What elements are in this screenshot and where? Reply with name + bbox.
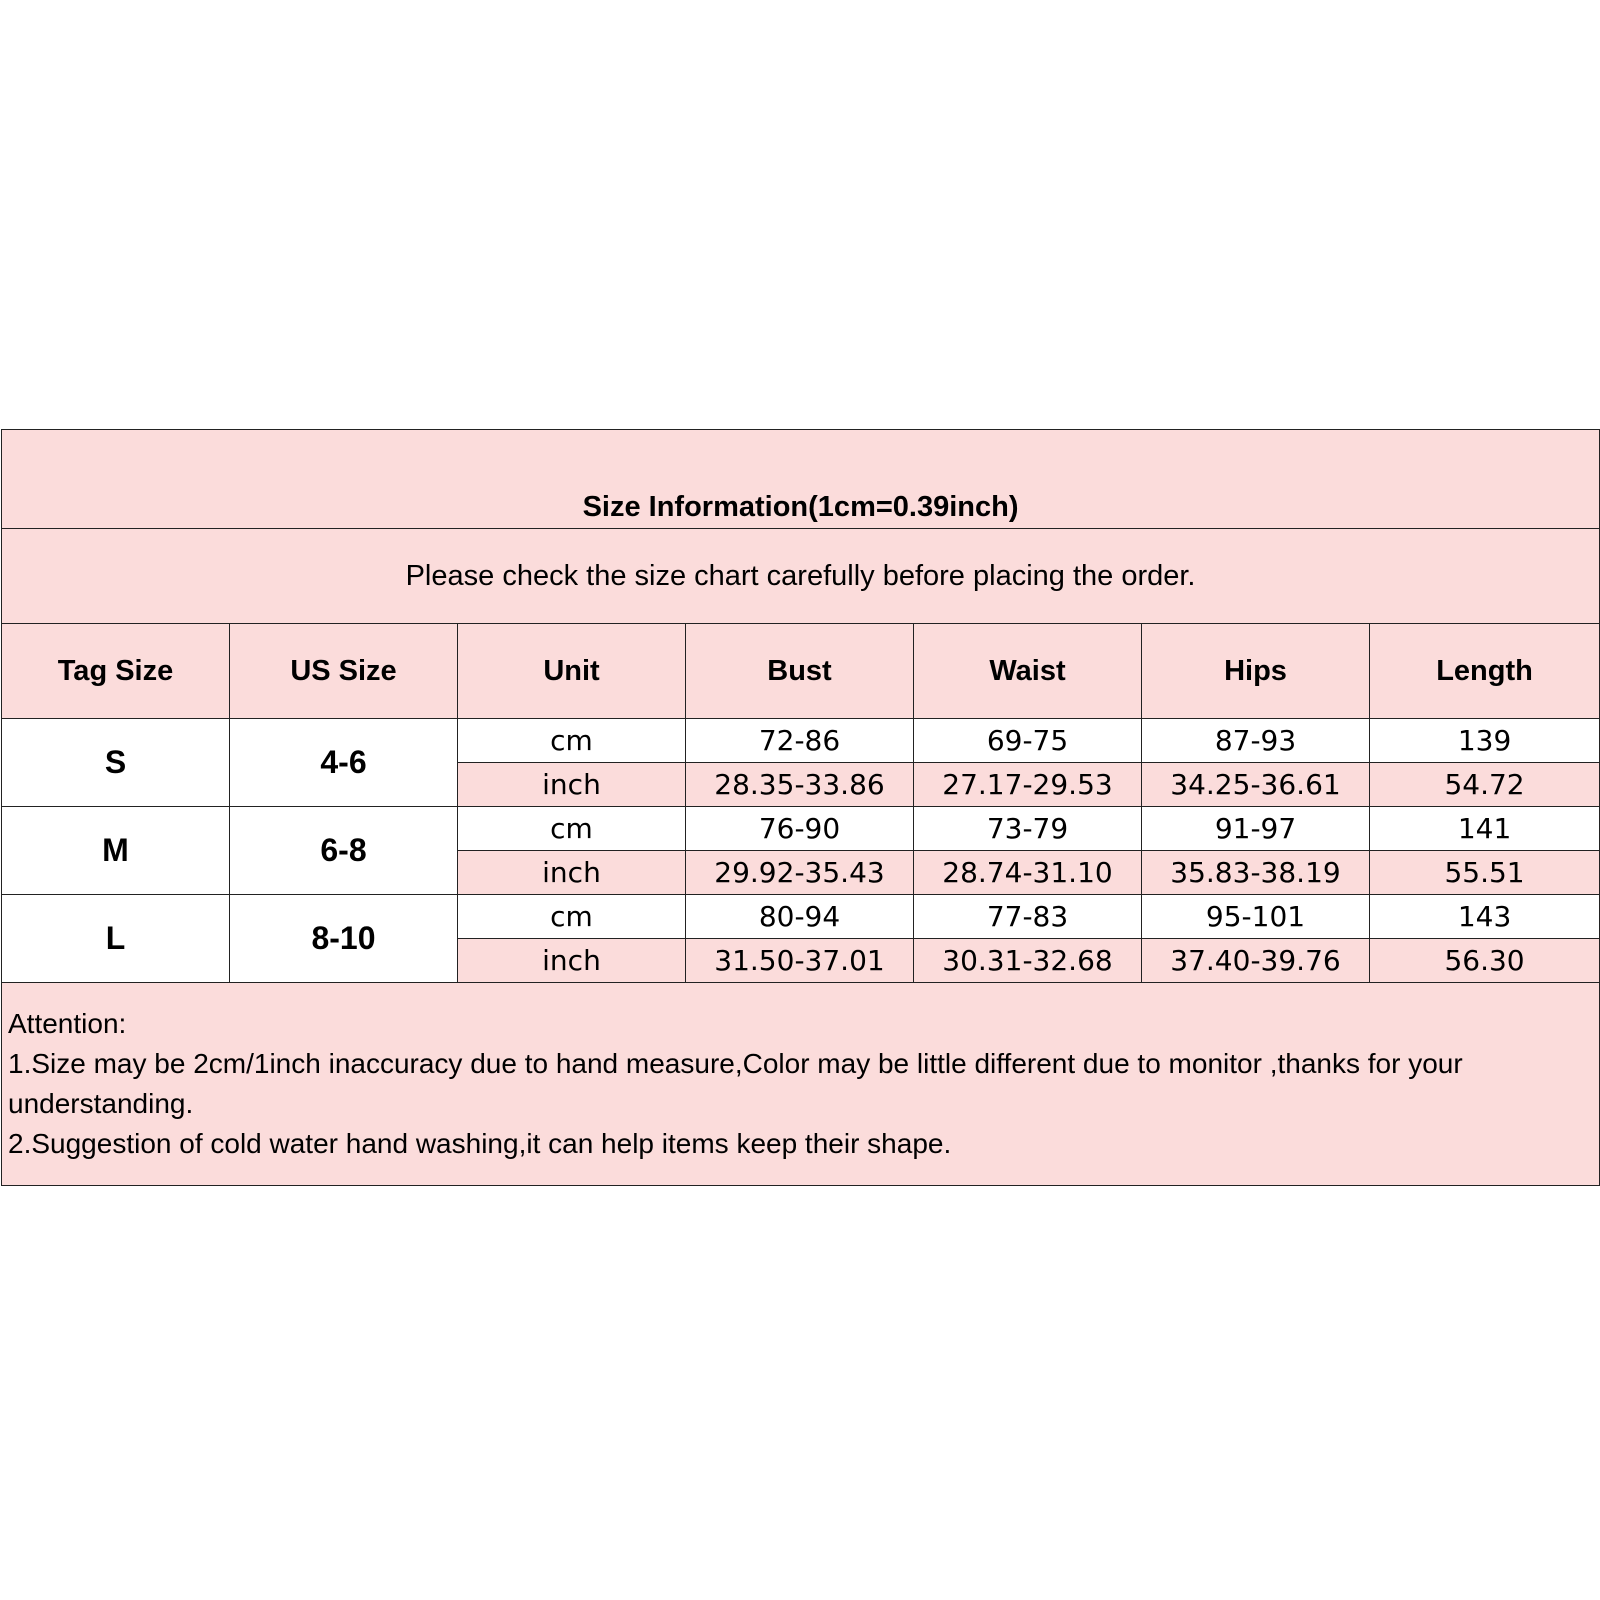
hips-cell: 35.83-38.19 <box>1142 851 1370 895</box>
unit-cell: inch <box>458 851 686 895</box>
hips-cell: 91-97 <box>1142 807 1370 851</box>
length-cell: 54.72 <box>1370 763 1600 807</box>
hips-cell: 34.25-36.61 <box>1142 763 1370 807</box>
chart-title: Size Information(1cm=0.39inch) <box>2 430 1600 529</box>
table-row <box>2 895 1600 939</box>
chart-subtitle: Please check the size chart carefully before placing the order. <box>2 529 1600 624</box>
notes-row <box>2 983 1600 1186</box>
hips-cell: 87-93 <box>1142 719 1370 763</box>
unit-cell: cm <box>458 807 686 851</box>
waist-cell: 77-83 <box>914 895 1142 939</box>
bust-cell: 28.35-33.86 <box>686 763 914 807</box>
tag-size-cell: M <box>2 807 230 895</box>
length-cell: 139 <box>1370 719 1600 763</box>
subtitle-row <box>2 529 1600 624</box>
header-tag-size: Tag Size <box>2 624 230 719</box>
us-size-cell: 4-6 <box>230 719 458 807</box>
title-row <box>2 430 1600 529</box>
attention-heading: Attention: <box>8 1008 127 1039</box>
unit-cell: cm <box>458 895 686 939</box>
table-row <box>2 719 1600 763</box>
header-waist: Waist <box>914 624 1142 719</box>
length-cell: 141 <box>1370 807 1600 851</box>
us-size-cell: 6-8 <box>230 807 458 895</box>
waist-cell: 27.17-29.53 <box>914 763 1142 807</box>
waist-cell: 69-75 <box>914 719 1142 763</box>
length-cell: 55.51 <box>1370 851 1600 895</box>
length-cell: 143 <box>1370 895 1600 939</box>
waist-cell: 30.31-32.68 <box>914 939 1142 983</box>
bust-cell: 72-86 <box>686 719 914 763</box>
unit-cell: cm <box>458 719 686 763</box>
hips-cell: 37.40-39.76 <box>1142 939 1370 983</box>
attention-notes <box>2 983 1600 1186</box>
bust-cell: 31.50-37.01 <box>686 939 914 983</box>
header-unit: Unit <box>458 624 686 719</box>
waist-cell: 73-79 <box>914 807 1142 851</box>
header-hips: Hips <box>1142 624 1370 719</box>
attention-note-1: 1.Size may be 2cm/1inch inaccuracy due to hand measure,Color may be little different due to monitor ,thanks for your understanding. <box>8 1048 1463 1119</box>
us-size-cell: 8-10 <box>230 895 458 983</box>
tag-size-cell: S <box>2 719 230 807</box>
attention-note-2: 2.Suggestion of cold water hand washing,it can help items keep their shape. <box>8 1128 952 1159</box>
bust-cell: 76-90 <box>686 807 914 851</box>
header-us-size: US Size <box>230 624 458 719</box>
waist-cell: 28.74-31.10 <box>914 851 1142 895</box>
tag-size-cell: L <box>2 895 230 983</box>
unit-cell: inch <box>458 939 686 983</box>
bust-cell: 80-94 <box>686 895 914 939</box>
length-cell: 56.30 <box>1370 939 1600 983</box>
header-row <box>2 624 1600 719</box>
header-length: Length <box>1370 624 1600 719</box>
hips-cell: 95-101 <box>1142 895 1370 939</box>
bust-cell: 29.92-35.43 <box>686 851 914 895</box>
size-chart-table <box>1 429 1600 1186</box>
table-row <box>2 807 1600 851</box>
header-bust: Bust <box>686 624 914 719</box>
unit-cell: inch <box>458 763 686 807</box>
